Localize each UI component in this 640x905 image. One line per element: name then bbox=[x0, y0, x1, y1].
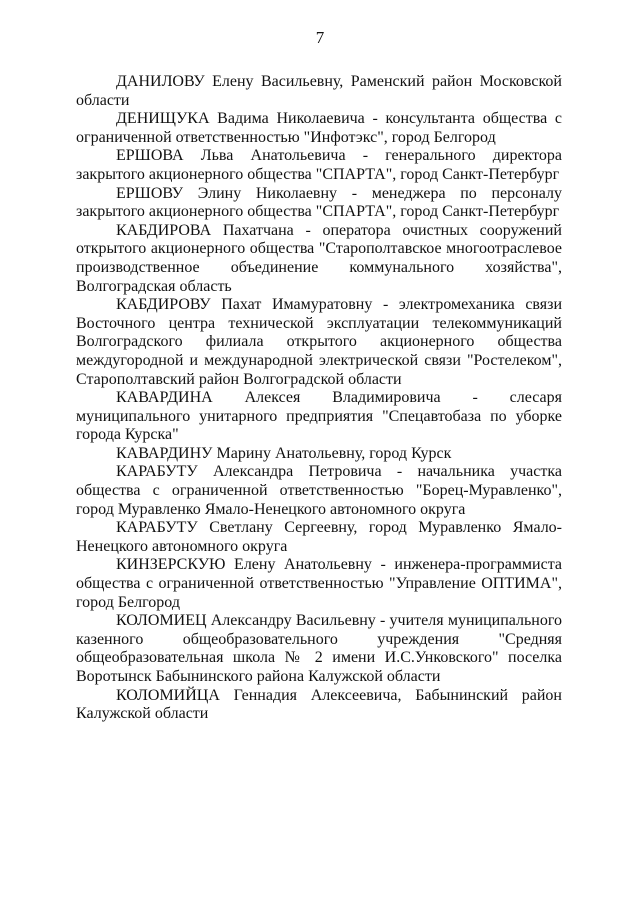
list-entry-kabdirov: КАБДИРОВА Пахатчана - оператора очистных сооружений открытого акционерного общества "Старополтавское многоотраслевое производственное объединение коммунального хозяйства", Волгоградская область bbox=[76, 221, 562, 295]
list-entry-ershov-lev: ЕРШОВА Льва Анатольевича - генерального директора закрытого акционерного общества "СПАРТА", город Санкт-Петербург bbox=[76, 147, 562, 183]
list-entry-kavardina: КАВАРДИНУ Марину Анатольевну, город Курск bbox=[116, 444, 452, 462]
page-number: 7 bbox=[315, 28, 325, 47]
award-list bbox=[76, 73, 562, 724]
list-entry-karabut-aleksandr: КАРАБУТУ Александра Петровича - начальника участка общества с ограниченной ответственностью "Борец-Муравленко", город Муравленко Ямало-Ненецкого автономного округа bbox=[76, 463, 562, 518]
list-entry-danilova: ДАНИЛОВУ Елену Васильевну, Раменский район Московской области bbox=[76, 73, 562, 109]
list-entry-kolomiets-gennadiy: КОЛОМИЙЦА Геннадия Алексеевича, Бабынинский район Калужской области bbox=[76, 686, 562, 723]
list-entry-denishchuk: ДЕНИЩУКА Вадима Николаевича - консультанта общества с ограниченной ответственностью "Инфотэкс", город Белгород bbox=[76, 110, 562, 146]
list-entry-kavardin: КАВАРДИНА Алексея Владимировича - слесаря муниципального унитарного предприятия "Спецавтобаза по уборке города Курска" bbox=[76, 389, 562, 444]
list-entry-karabut-svetlana: КАРАБУТУ Светлану Сергеевну, город Муравленко Ямало-Ненецкого автономного округа bbox=[76, 519, 562, 555]
list-entry-ershova-elina: ЕРШОВУ Элину Николаевну - менеджера по персоналу закрытого акционерного общества "СПАРТА", город Санкт-Петербург bbox=[76, 184, 562, 221]
list-entry-kabdirova: КАБДИРОВУ Пахат Имамуратовну - электромеханика связи Восточного центра технической эксплуатации телекоммуникаций Волгоградского филиала открытого акционерного общества междугородной и международной электрической связи "Ростелеком", Старополтавский район Волгоградской области bbox=[76, 296, 562, 388]
list-entry-kolomiets-aleksandra: КОЛОМИЕЦ Александру Васильевну - учителя муниципального казенного общеобразовательного учреждения "Средняя общеобразовательная школа № 2 имени И.С.Унковского" поселка Воротынск Бабынинского района Калужской области bbox=[76, 612, 562, 685]
list-entry-kinzerskaya: КИНЗЕРСКУЮ Елену Анатольевну - инженера-программиста общества с ограниченной ответственностью "Управление ОПТИМА", город Белгород bbox=[76, 556, 562, 611]
